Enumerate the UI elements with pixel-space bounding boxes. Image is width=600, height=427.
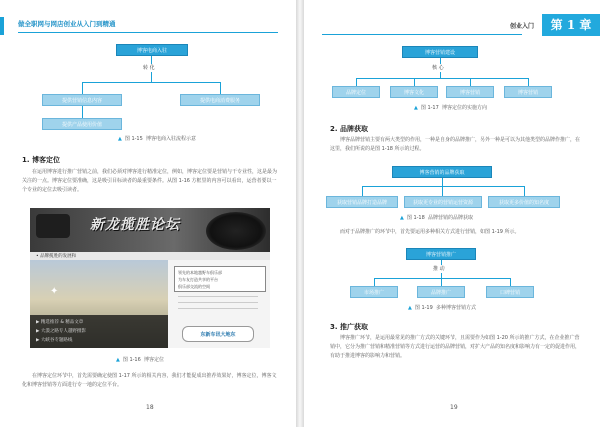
text-panel [168,260,270,348]
chart-node-bottom: 博客营销 [446,86,494,98]
book-gutter [296,0,304,427]
connector [374,278,510,279]
chart-node-top: 博客营销建设 [402,46,478,58]
section-heading: 3. 推广获取 [330,323,368,331]
connector [82,106,83,118]
header-rule [18,32,278,33]
paragraph: 在运用博客进行推广营销之前，我们必须对博客进行精准定位，例如，博客定位要是营销与干专业性，这是最为关注的一点。博客定位要准确，这是吸引目标读者的最重要条件。从图 1-16 方框里的内容可以看出，运营者要以一个专业的定位去吸引读者。 [22,169,278,193]
chart-node-middle: 推 动 [433,266,445,272]
connector [528,78,529,86]
menu-item[interactable]: ▶ 大漠之路专人越野摄影 [36,329,86,334]
connector [356,78,528,79]
caption-triangle-icon: ▲ [116,357,120,363]
chapter-label: 第 1 章 [542,14,600,36]
divider [178,308,258,309]
connector [524,186,525,196]
chart-node-top: 博客电商入驻 [116,44,188,56]
connector [82,82,83,94]
menu-item[interactable]: ▶ 大峡谷专题路线 [36,338,73,343]
screenshot-banner [30,208,270,252]
right-page [304,0,600,427]
connector [374,278,375,286]
divider [178,296,258,297]
connector [442,178,443,186]
connector [362,186,363,196]
caption-triangle-icon: ▲ [400,215,404,221]
header-rule [322,34,522,35]
screenshot-tab: • 品牌揽胜的发展和 [36,254,77,259]
connector [151,72,152,82]
screenshot-tabbar [30,252,270,260]
connector [362,186,524,187]
figure-caption: ▲ 图 1-18 品牌营销的品牌获取 [400,215,473,221]
info-text: 为车友打造共享的平台 [178,277,218,282]
section-heading: 2. 品牌获取 [330,125,368,133]
connector [151,56,152,64]
rider-icon: ✦ [50,286,59,297]
info-text: 俱乐部交流的空间 [178,284,210,289]
connector [470,78,471,86]
chart-node-left: 提供营销信息内容 [42,94,122,106]
paragraph: 博客推广环节，是运用最常见的推广方式的关键环节，且需要作为如图 1-20 所示的推广方式，在企业推广营销中，它分为推广营销和精准营销等方式进行运营的品牌营销，对扩大产品的知名度和影响力有一定的促进作用，有助于推进博客的影响力和营销。 [330,335,581,359]
left-header-title: 做全职网与网店创业从入门到精通 [18,20,116,28]
chart-node-bottom: 获取更多价值的知名度 [488,196,560,208]
website-screenshot [30,208,270,348]
chart-node-bottom: 品牌推广 [417,286,465,298]
connector [220,82,221,94]
figure-caption: ▲ 图 1-15 博客电商入驻流程示意 [118,136,196,142]
chart-node-middle: 核 心 [432,65,444,71]
chart-node-bottom: 博客文化 [390,86,438,98]
landscape-photo [30,260,168,348]
chart-node-bottom: 博客营销 [504,86,552,98]
right-header-label: 创业入门 [509,23,534,30]
paragraph: 而对于品牌推广的环节中，首先要运用多种相关方式进行营销，如图 1-19 所示。 [340,229,520,235]
page-number: 18 [146,404,154,411]
wheel-image [206,212,266,250]
chart-node-right: 提供电商消费服务 [180,94,260,106]
menu-panel [30,315,168,348]
info-text: 领先的本地越野车俱乐部 [178,270,222,275]
site-badge [182,326,254,342]
caption-triangle-icon: ▲ [408,305,412,311]
chart-node-bottom: 获取更专业的营销运营资源 [404,196,482,208]
chart-node-top: 博客营销的品牌获取 [392,166,492,178]
car-image [36,214,70,238]
divider [178,302,258,303]
chart-node-bottom: 市场推广 [350,286,398,298]
connector [356,78,357,86]
paragraph: 在博客定位环节中，首先需要确定使图 1-17 所示的相关内容，我们才能促成出推荐效果好，博客定位，博客文化和博客营销等方面进行专一地的定位平台。 [22,373,277,388]
banner-title: 新龙揽胜论坛 [90,217,180,233]
section-heading: 1. 博客定位 [22,156,60,164]
caption-triangle-icon: ▲ [118,136,122,142]
figure-caption: ▲ 图 1-19 多种博客营销方式 [408,305,476,311]
connector [441,278,442,286]
paragraph: 博客品牌营销主要有两大类型的作用，一种是自身的品牌推广，另外一种是可以为其他类型的品牌作推广，在这里，我们所说的是图 1-18 所示的过程。 [330,137,581,152]
chart-node-bottom: 品牌定位 [332,86,380,98]
connector [414,78,415,86]
page-number: 19 [450,404,458,411]
connector [82,82,220,83]
chart-node-left-sub: 提供产品使用价值 [42,118,122,130]
chart-node-bottom: 口碑营销 [486,286,534,298]
connector [442,186,443,196]
chart-node-top: 博客营销推广 [406,248,476,260]
left-page [0,0,296,427]
header-accent-bar [0,17,4,35]
site-badge-text: 东新车讯大地东 [200,331,236,338]
chart-node-middle: 转 化 [143,65,155,71]
chart-node-bottom: 获取营销品牌打造品牌 [326,196,398,208]
figure-caption: ▲ 图 1-17 博客定位的实施方向 [414,105,487,111]
connector [510,278,511,286]
figure-caption: ▲ 图 1-16 博客定位 [116,357,164,363]
caption-triangle-icon: ▲ [414,105,418,111]
info-box [174,266,266,292]
menu-item[interactable]: ▶ 精选推荐 & 精品文章 [36,320,84,325]
